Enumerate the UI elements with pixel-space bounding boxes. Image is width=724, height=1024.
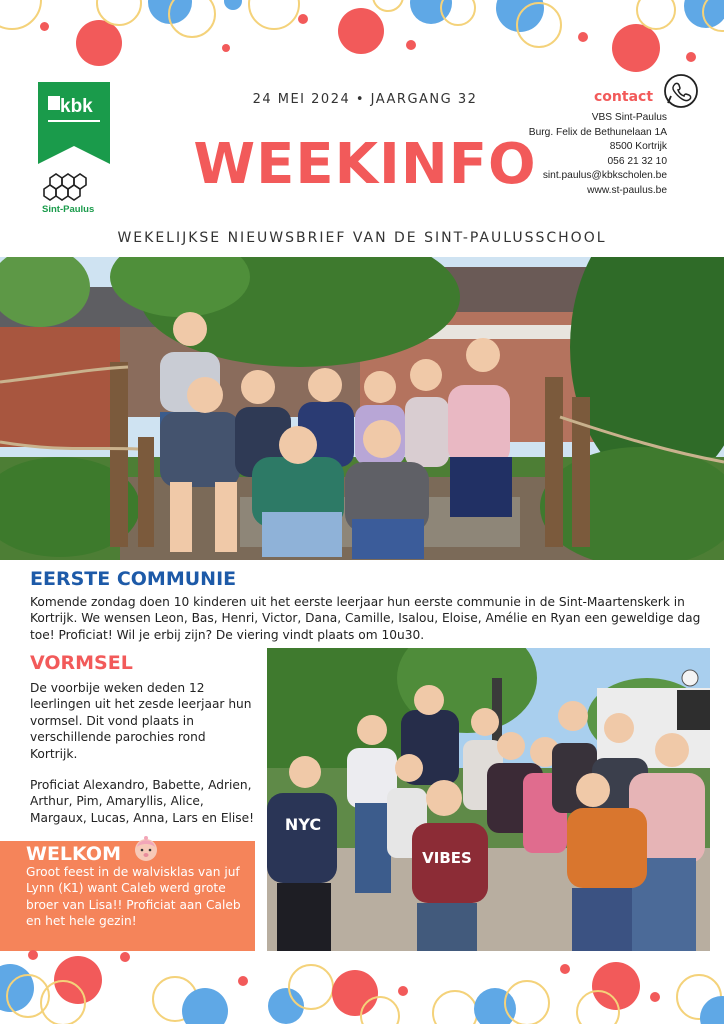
vormsel-heading: VORMSEL bbox=[30, 652, 133, 674]
issue-date-line: 24 MEI 2024 • JAARGANG 32 bbox=[252, 92, 478, 107]
phone-icon bbox=[662, 72, 700, 110]
contact-phone: 056 21 32 10 bbox=[607, 155, 667, 167]
school-name-label: Sint-Paulus bbox=[42, 204, 95, 215]
vormsel-group-photo bbox=[267, 648, 710, 951]
contact-school: VBS Sint-Paulus bbox=[591, 112, 667, 123]
top-dot-pattern bbox=[0, 0, 724, 80]
contact-email[interactable]: sint.paulus@kbkscholen.be bbox=[542, 170, 667, 181]
welkom-text: Groot feest in de walvisklas van juf Lynn (K1) want Caleb werd grote broer van Lisa!! Proficiat aan Caleb en het hele gezin! bbox=[26, 865, 241, 929]
contact-details bbox=[520, 111, 667, 198]
contact-street: Burg. Felix de Bethunelaan 1A bbox=[528, 126, 667, 138]
vormsel-names-text: Proficiat Alexandro, Babette, Adrien, Arthur, Pim, Amaryllis, Alice, Margaux, Lucas, Anna, Lars en Elise! bbox=[30, 778, 255, 825]
communie-group-photo bbox=[0, 257, 724, 560]
baby-icon bbox=[131, 834, 161, 864]
communie-text: Komende zondag doen 10 kinderen uit het eerste leerjaar hun eerste communie in de Sint-Maartenskerk in Kortrijk. We wensen Leon, Bas, Henri, Victor, Dana, Camille, Isalou, Eloise, Amélie en Ryan een geweldige dag toe! Proficiat! Wil je erbij zijn? De viering vindt plaats om 10u30. bbox=[30, 595, 701, 642]
contact-website[interactable]: www.st-paulus.be bbox=[587, 184, 667, 196]
sint-paulus-logo bbox=[40, 168, 120, 218]
vormsel-text: De voorbije weken deden 12 leerlingen uit het zesde leerjaar hun vormsel. Dit vond plaats in verschillende parochies rond Kortrijk. bbox=[30, 681, 252, 761]
contact-heading: contact bbox=[594, 89, 654, 105]
contact-city: 8500 Kortrijk bbox=[609, 141, 667, 152]
svg-text:kbk: kbk bbox=[60, 96, 93, 117]
vibes-shirt-text: VIBES bbox=[422, 849, 472, 867]
kbk-logo bbox=[38, 82, 110, 164]
communie-heading: EERSTE COMMUNIE bbox=[30, 568, 237, 590]
newsletter-title: WEEKINFO bbox=[193, 132, 537, 197]
bottom-dot-pattern bbox=[0, 944, 724, 1024]
welkom-heading: WELKOM bbox=[26, 843, 121, 865]
nyc-shirt-text: NYC bbox=[284, 815, 322, 834]
newsletter-subtitle: WEKELIJKSE NIEUWSBRIEF VAN DE SINT-PAULUSSCHOOL bbox=[117, 230, 607, 246]
